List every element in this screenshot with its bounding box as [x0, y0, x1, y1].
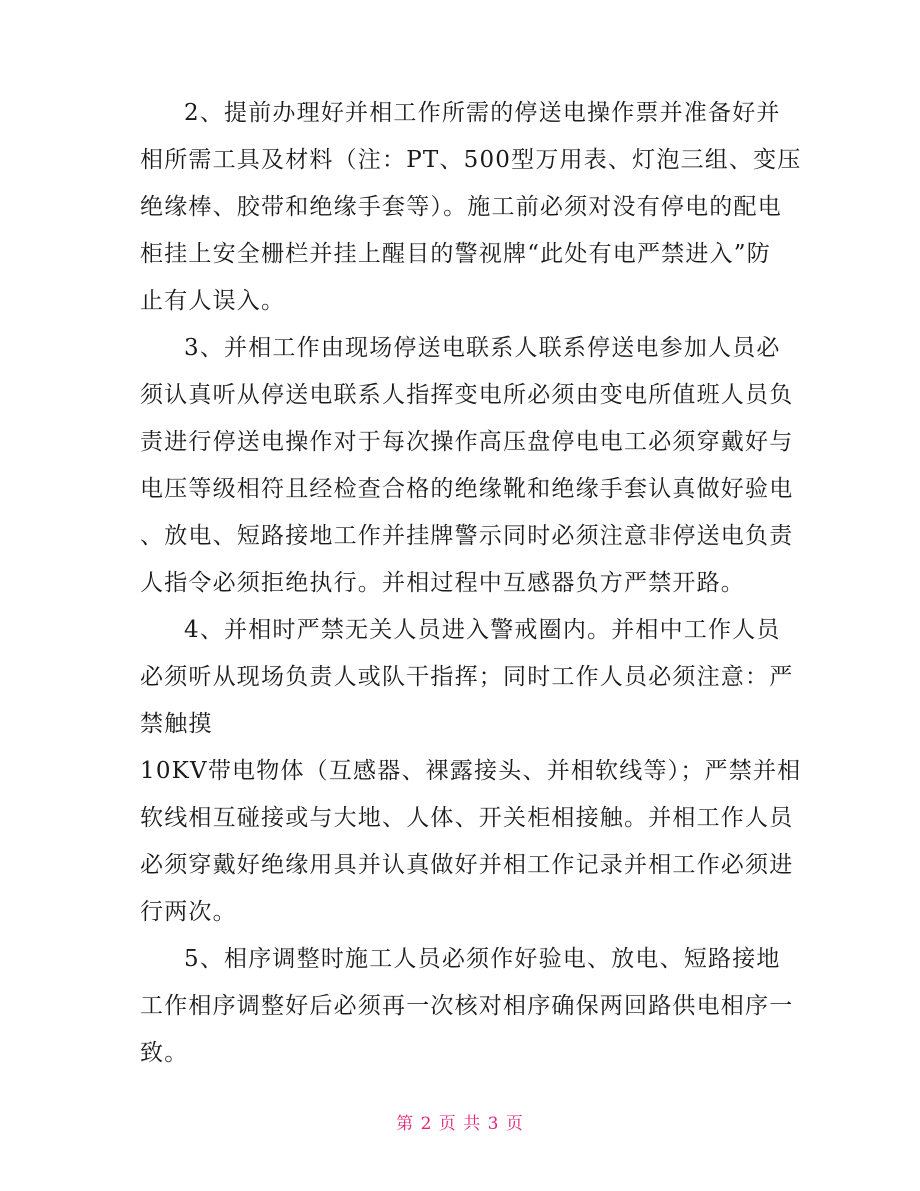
paragraph-4-line-7: 行两次。 — [140, 899, 237, 925]
document-body — [140, 100, 802, 1087]
paragraph-3-line-2: 须认真听从停送电联系人指挥变电所必须由变电所值班人员负 — [140, 382, 794, 408]
paragraph-3-line-3: 责进行停送电操作对于每次操作高压盘停电电工必须穿戴好与 — [140, 429, 794, 455]
paragraph-4-line-2: 必须听从现场负责人或队干指挥；同时工作人员必须注意：严 — [140, 664, 794, 690]
page-number-footer: 第 2 页 共 3 页 — [396, 1114, 524, 1134]
paragraph-4-line-6: 必须穿戴好绝缘用具并认真做好并相工作记录并相工作必须进 — [140, 852, 794, 878]
paragraph-3-line-1: 3、并相工作由现场停送电联系人联系停送电参加人员必 — [184, 335, 781, 361]
paragraph-4-line-4: 10KV带电物体（互感器、裸露接头、并相软线等）；严禁并相 — [140, 758, 802, 784]
paragraph-5-line-2: 工作相序调整好后必须再一次核对相序确保两回路供电相序一 — [140, 993, 794, 1019]
paragraph-5-line-1: 5、相序调整时施工人员必须作好验电、放电、短路接地 — [184, 946, 781, 972]
paragraph-3-line-5: 、放电、短路接地工作并挂牌警示同时必须注意非停送电负责 — [140, 523, 794, 549]
paragraph-4-line-5: 软线相互碰接或与大地、人体、开关柜相接触。并相工作人员 — [140, 805, 794, 831]
paragraph-2-line-1: 2、提前办理好并相工作所需的停送电操作票并准备好并 — [184, 100, 781, 126]
paragraph-2-line-2: 相所需工具及材料（注：PT、500型万用表、灯泡三组、变压 — [140, 147, 802, 173]
paragraph-2-line-5: 止有人误入。 — [140, 288, 286, 314]
paragraph-5-line-3: 致。 — [140, 1040, 189, 1066]
paragraph-3-line-6: 人指令必须拒绝执行。并相过程中互感器负方严禁开路。 — [140, 570, 745, 596]
paragraph-2-line-4: 柜挂上安全栅栏并挂上醒目的警视牌“此处有电严禁进入”防 — [140, 241, 771, 267]
paragraph-3-line-4: 电压等级相符且经检查合格的绝缘靴和绝缘手套认真做好验电 — [140, 476, 794, 502]
paragraph-4-line-3: 禁触摸 — [140, 711, 213, 737]
paragraph-4-line-1: 4、并相时严禁无关人员进入警戒圈内。并相中工作人员 — [184, 617, 781, 643]
paragraph-2-line-3: 绝缘棒、胶带和绝缘手套等）。施工前必须对没有停电的配电 — [140, 194, 782, 220]
